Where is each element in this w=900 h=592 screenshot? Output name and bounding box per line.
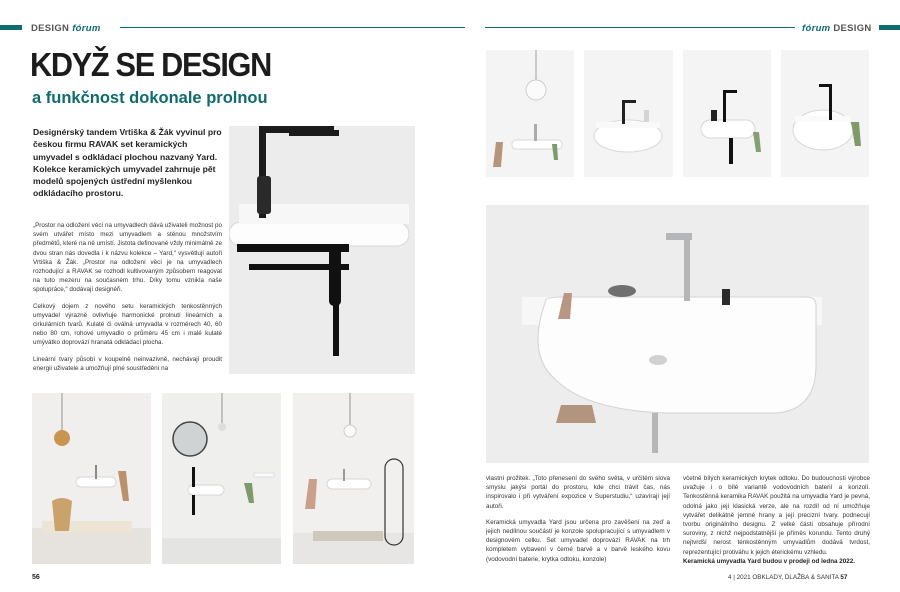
section-label-right: fórum DESIGN xyxy=(802,23,872,34)
photo-bathroom-towel-sink xyxy=(293,393,414,564)
paragraph: Lineární tvary působí v koupelně neinvazivně, nechávají proudit energii uživatele a umožňují plné soustředění na xyxy=(33,355,222,372)
paragraph: „Prostor na odložení věcí na umyvadlech dává uživateli možnost po svém utvářet místo mezi umyvadlem a stěnou množstvím předmětů, které na ně umístí. Jistota definované vždy minimálně ze dvou stran nás dovedla i k názvu kolekce – Yard,“ vysvětlují autoři Vrtiška & Žák. „Prostor na odložení věcí je na umyvadlech rozhodující a RAVAK se rozhodl kultivovaným způsobem reagovat na tuto mezeru na současném trhu. Díky tomu vznikla naše spolupráce,“ dodávají designéři. xyxy=(33,222,222,294)
paragraph: Celkový dojem z nového setu keramických tenkostěnných umyvadel výrazně ovlivňuje harmonické prolnutí lineárních a cirkulárních tvarů. Kulaté či oválná umyvadla v rozměrech 40, 60 nebo 80 cm, rohové umyvadlo o průměru 45 cm i malé kulaté umývátko doprovází hranatá odkládací plocha. xyxy=(33,302,222,347)
paragraph: včetně bílých keramických krytek odtoku. Do budoucnosti výrobce uvažuje i o bílé variantě vodovodních baterií a konzolí. Tenkostěnná keramika RAVAK použitá na umyvadla Yard je pevná, odolná jako její klasická verze, ale na rozdíl od ní umožňuje vytvářet delikátně jemné hrany a její precizní tvary. podnecují tvorbu originálního designu. Z velké části obsahuje přírodní suroviny, z nichž nejpodstatnější je příměs korundu. Tento druhý nejtvrdší nerost tenkostěnným umyvadlům dodává tvrdost, reprezentující protiváhu k jejich éterickému vzhledu. xyxy=(683,475,870,556)
header-accent-right xyxy=(879,25,900,30)
article-lead: Designérský tandem Vrtiška & Žák vyvinul pro českou firmu RAVAK set keramických umyvadel s odkládací plochou nazvaný Yard. Kolekce keramických umyvadel zahrnuje pět modelů spojených ústřední myšlenkou odkládacího prostoru. xyxy=(33,127,222,199)
photo-bathroom-pendant-lamp xyxy=(32,393,151,564)
page-number-left: 56 xyxy=(32,574,40,581)
article-title-wrap xyxy=(30,48,289,81)
footer-magazine: 4 | 2021 OBKLADY, DLAŽBA & SANITA 57 xyxy=(728,574,848,581)
photo-yard-round-bowl xyxy=(781,50,869,177)
paragraph: vlastní prožitek. „Toto přenesení do svého světa, v určitém slova smyslu jakýsi portál do prostoru, kde chci trávit čas, nás inspirovalo i při vytváření expozice v Superstudiu,“ uzavírají její autoři. xyxy=(486,475,670,510)
photo-black-faucet-sink xyxy=(229,126,415,374)
photo-yard-black-faucet xyxy=(683,50,771,177)
photo-bathroom-round-mirror xyxy=(162,393,281,564)
article-subtitle: a funkčnost dokonale prolnou xyxy=(32,89,268,107)
photo-yard-oval-large xyxy=(486,205,869,463)
header-rule-left xyxy=(120,27,465,28)
paragraph: Keramická umyvadla Yard jsou určena pro zavěšení na zeď a jejich nedílnou součástí je konzole spolupracující s umyvadlem v designovém celku. Set umyvadel doprovází RAVAK na trh kompletem vybavení v černé barvě a v barvě leského kovu (vodovodní baterie, krytka odtoku, konzole) xyxy=(486,518,670,563)
header-accent-left xyxy=(0,25,22,30)
text-column-1 xyxy=(33,221,222,380)
text-column-2 xyxy=(486,474,670,571)
article-title: KDYŽ SE DESIGN xyxy=(30,46,271,83)
closing-statement: Keramická umyvadla Yard budou v prodeji od ledna 2022. xyxy=(683,557,856,565)
photo-yard-oval-white xyxy=(584,50,673,177)
section-label-left: DESIGN fórum xyxy=(31,23,101,34)
photo-yard-small-round xyxy=(486,50,574,177)
header-rule-right xyxy=(485,27,795,28)
text-column-3 xyxy=(683,474,870,566)
